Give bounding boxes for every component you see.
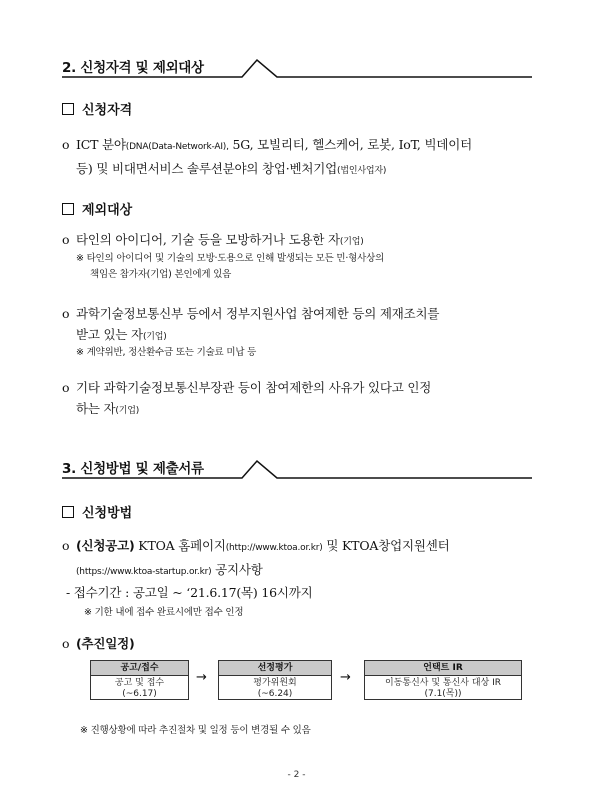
- square-bullet-icon: [62, 506, 74, 518]
- section-2-tab-shape: [62, 56, 542, 80]
- qualification-heading: 신청자격: [62, 99, 132, 118]
- arrow-right-icon: →: [196, 670, 207, 685]
- flow-step-2: 선정평가 평가위원회 (~6.24): [218, 660, 332, 700]
- exclusion-item-2: o 과학기술정보통신부 등에서 정부지원사업 참여제한 등의 제재조치를 받고 있는 자(기업): [62, 306, 440, 342]
- exclusion-note-2: ※ 계약위반, 정산환수금 또는 기술료 미납 등: [76, 347, 257, 358]
- schedule-note: ※ 진행상황에 따라 추진절차 및 일정 등이 변경될 수 있음: [80, 725, 311, 736]
- section-2-header: [62, 56, 272, 78]
- section-3-tab-shape: [62, 457, 542, 481]
- method-item-2: o (추진일정): [62, 636, 135, 651]
- flow-step-1: 공고/접수 공고 및 접수 (~6.17): [90, 660, 189, 700]
- section-2-title: 2. 신청자격 및 제외대상: [62, 60, 204, 76]
- arrow-right-icon: →: [340, 670, 351, 685]
- qualification-text: o ICT 분야(DNA(Data-Network-AI), 5G, 모빌리티, 헬스케어, 로봇, IoT, 빅데이터 등) 및 비대면서비스 솔루션분야의 창업·벤처기업(법인사업자): [62, 137, 472, 176]
- flow-step-3: 언택트 IR 이동통신사 및 통신사 대상 IR (7.1(목)): [364, 660, 522, 700]
- method-note: ※ 기한 내에 접수 완료시에만 접수 인정: [84, 607, 244, 618]
- square-bullet-icon: [62, 103, 74, 115]
- method-item-1: o (신청공고) KTOA 홈페이지(http://www.ktoa.or.kr) 및 KTOA창업지원센터 (https://www.ktoa-startup.or.kr) 공지사항: [62, 538, 450, 577]
- page-number: - 2 -: [287, 770, 306, 780]
- section-3-title: 3. 신청방법 및 제출서류: [62, 461, 204, 477]
- exclusion-item-3: o 기타 과학기술정보통신부장관 등이 참여제한의 사유가 있다고 인정 하는 자(기업): [62, 380, 432, 416]
- application-period: - 접수기간 : 공고일 ~ ‘21.6.17(목) 16시까지: [66, 585, 313, 600]
- exclusion-heading: 제외대상: [62, 199, 132, 218]
- exclusion-item-1: o 타인의 아이디어, 기술 등을 모방하거나 도용한 자(기업): [62, 232, 364, 247]
- exclusion-note-1: ※ 타인의 아이디어 및 기술의 모방·도용으로 인해 발생되는 모든 민·형사상의 책임은 참가자(기업) 본인에게 있음: [76, 253, 385, 280]
- method-heading: 신청방법: [62, 502, 132, 521]
- square-bullet-icon: [62, 203, 74, 215]
- section-3-header: [62, 457, 272, 479]
